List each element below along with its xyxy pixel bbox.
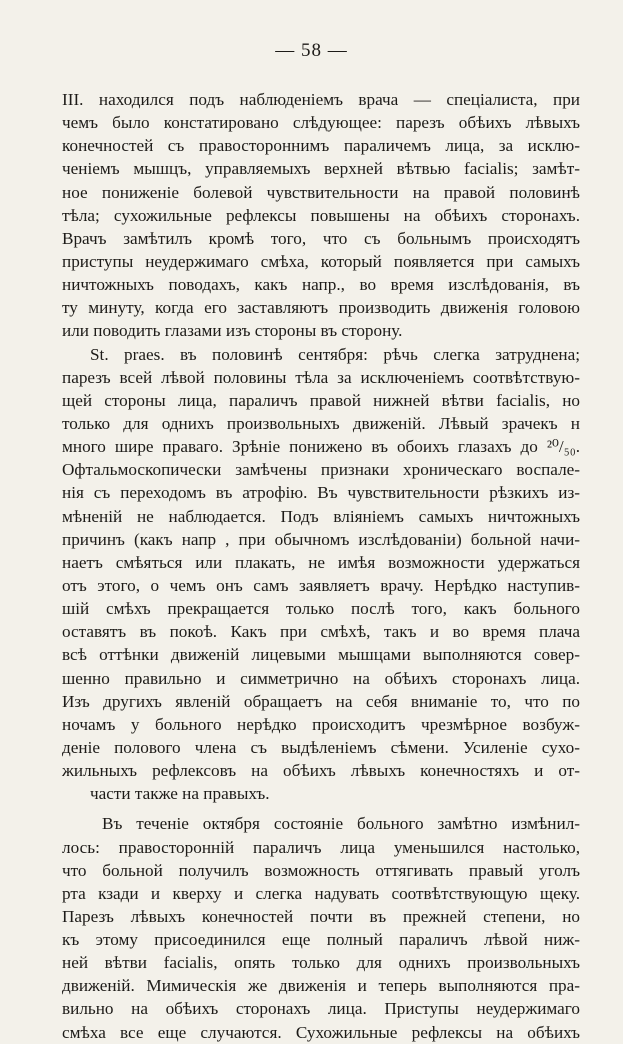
text-line: шенно правильно и симметрично на обѣихъ сторонахъ лица. [62, 668, 580, 688]
text-line: движеній. Мимическія же движенія и теперь выполняются пра- [62, 976, 580, 996]
text-line: шій смѣхъ прекращается только послѣ того, какъ больного [62, 599, 580, 619]
text-line: нія съ переходомъ въ атрофію. Въ чувствительности рѣзкихъ из- [62, 483, 580, 503]
text-line: St. praes. въ половинѣ сентября: рѣчь слегка затруднена; [90, 344, 580, 364]
paragraph [62, 343, 580, 806]
text-line: или поводить глазами изъ стороны въ сторону. [62, 321, 403, 341]
body-text [62, 88, 580, 1044]
paragraph [62, 812, 580, 1043]
text-line: деніе полового члена съ выдѣленіемъ сѣмени. Усиленіе сухо- [62, 737, 580, 757]
text-line: много шире праваго. Зрѣніе понижено въ обоихъ глазахъ до ²⁰/₅₀. [62, 437, 580, 457]
text-line: конечностей съ правостороннимъ параличемъ лица, за исклю- [62, 136, 580, 156]
text-line: смѣха все еще случаются. Сухожильные рефлексы на обѣихъ [62, 1022, 580, 1042]
text-line: рта кзади и кверху и слегка надувать соотвѣтствующую щеку. [62, 883, 580, 903]
text-line: ченіемъ мышцъ, управляемыхъ верхней вѣтвью facialis; замѣт- [62, 159, 580, 179]
text-line: отъ этого, о чемъ онъ самъ заявляетъ врачу. Нерѣдко наступив- [62, 575, 580, 595]
text-line: Въ теченіе октября состояніе больного замѣтно измѣнил- [102, 814, 580, 834]
text-line: ту минуту, когда его заставляютъ производить движенія головою [62, 298, 580, 318]
text-line: ней вѣтви facialis, опять только для однихъ произвольныхъ [62, 953, 580, 973]
paragraph [62, 88, 580, 343]
text-line: что больной получилъ возможность оттягивать правый уголъ [62, 860, 580, 880]
text-line: всѣ оттѣнки движеній лицевыми мышцами выполняются совер- [62, 645, 580, 665]
text-line: жильныхъ рефлексовъ на обѣихъ лѣвыхъ конечностяхъ и от- [62, 761, 580, 781]
text-line: щей стороны лица, параличъ правой нижней вѣтви facialis, но [62, 390, 580, 410]
text-line: тѣла; сухожильные рефлексы повышены на обѣихъ сторонахъ. [62, 205, 580, 225]
text-line: ничтожныхъ поводахъ, какъ напр., во время изслѣдованія, въ [62, 275, 580, 295]
text-line: парезъ всей лѣвой половины тѣла за исключеніемъ соотвѣтствую- [62, 367, 580, 387]
paragraph-gap [62, 805, 580, 812]
text-line: мѣненій не наблюдается. Подъ вліяніемъ самыхъ ничтожныхъ [62, 506, 580, 526]
text-line: чемъ было констатировано слѣдующее: парезъ обѣихъ лѣвыхъ [62, 113, 580, 133]
text-line: Изъ другихъ явленій обращаетъ на себя вниманіе то, что по [62, 691, 580, 711]
text-line: части также на правыхъ. [90, 784, 270, 804]
text-line: III. находился подъ наблюденіемъ врача — спеціалиста, при [62, 90, 580, 109]
text-line: только для однихъ произвольныхъ движеній. Лѣвый зрачекъ н [62, 413, 580, 433]
text-line: лось: правосторонній параличъ лица уменьшился настолько, [62, 837, 580, 857]
text-line: вильно на обѣихъ сторонахъ лица. Приступы неудержимаго [62, 999, 580, 1019]
text-line: наетъ смѣяться или плакать, не имѣя возможности удержаться [62, 552, 580, 572]
text-line: Парезъ лѣвыхъ конечностей почти въ прежней степени, но [62, 906, 580, 926]
text-line: оставятъ въ покоѣ. Какъ при смѣхѣ, такъ и во время плача [62, 622, 580, 642]
page-number: — 58 — [275, 40, 348, 61]
text-line: Офтальмоскопически замѣчены признаки хроническаго воспале- [62, 460, 580, 480]
text-line: къ этому присоединился еще полный параличъ лѣвой ниж- [62, 930, 580, 950]
text-line: причинъ (какъ напр , при обычномъ изслѣдованіи) больной начи- [62, 529, 580, 549]
text-line: ное пониженіе болевой чувствительности на правой половинѣ [62, 182, 580, 202]
text-line: Врачъ замѣтилъ кромѣ того, что съ больнымъ происходятъ [62, 228, 580, 248]
text-line: приступы неудержимаго смѣха, который появляется при самыхъ [62, 251, 580, 271]
text-line: ночамъ у больного нерѣдко происходитъ чрезмѣрное возбуж- [62, 714, 580, 734]
